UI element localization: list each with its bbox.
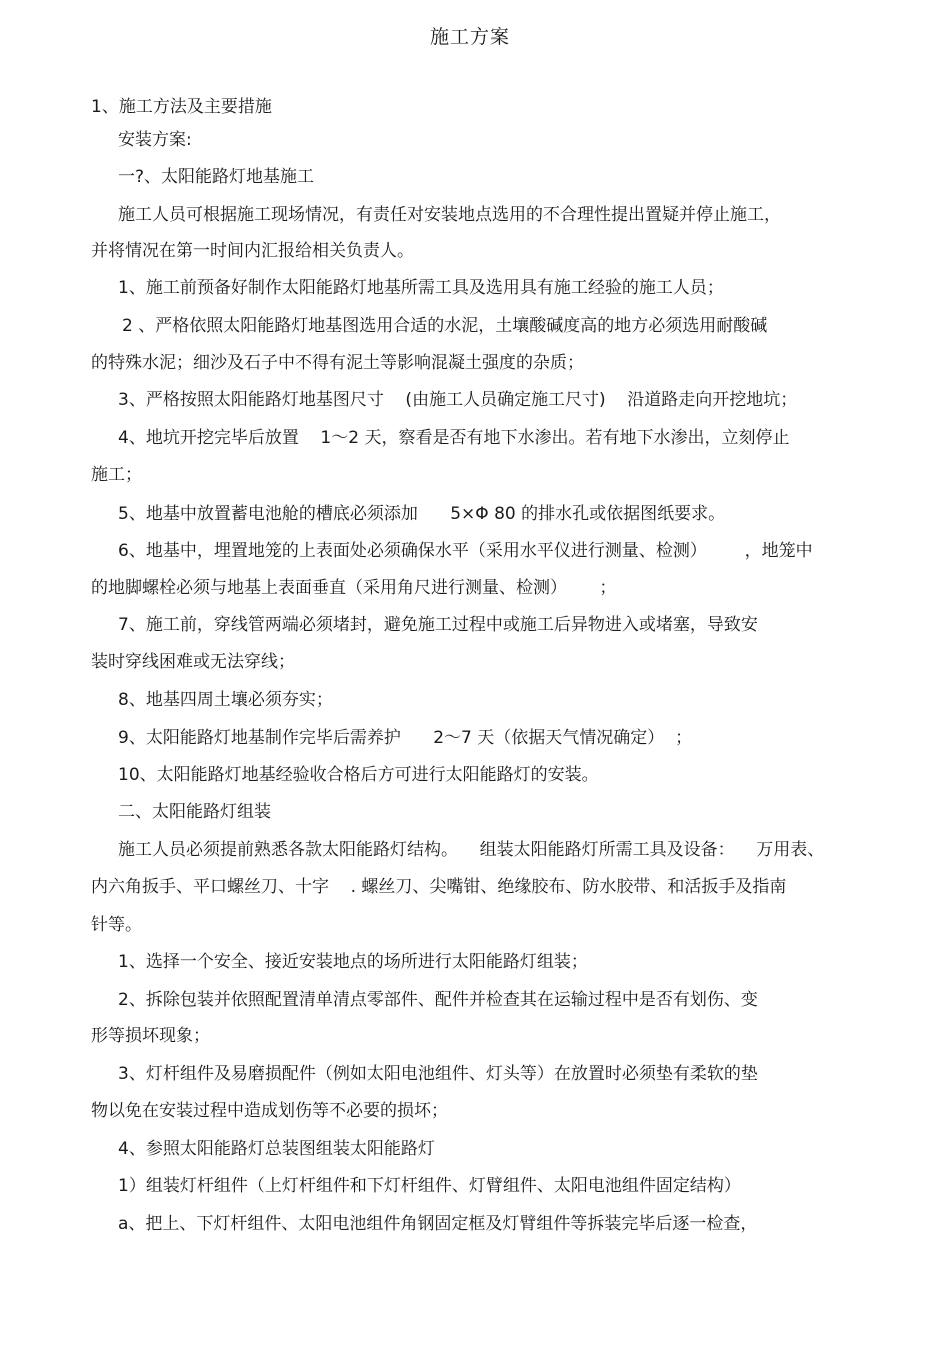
subsection-heading: 二、太阳能路灯组装 bbox=[118, 802, 271, 822]
paragraph-line: 并将情况在第一时间内汇报给相关负责人。 bbox=[91, 241, 414, 261]
list-item: 10、太阳能路灯地基经验收合格后方可进行太阳能路灯的安装。 bbox=[118, 765, 599, 785]
paragraph-line: 内六角扳手、平口螺丝刀、十字 . 螺丝刀、尖嘴钳、绝缘胶布、防水胶带、和活扳手及指南 bbox=[91, 877, 787, 897]
paragraph-line: 施工人员可根据施工现场情况，有责任对安装地点选用的不合理性提出置疑并停止施工， bbox=[118, 205, 781, 225]
subsection-heading: 安装方案: bbox=[118, 130, 192, 150]
list-item: 1、选择一个安全、接近安装地点的场所进行太阳能路灯组装； bbox=[118, 952, 588, 972]
list-item: 6、地基中，埋置地笼的上表面处必须确保水平（采用水平仪进行测量、检测） ，地笼中 bbox=[118, 541, 813, 561]
list-item: 5、地基中放置蓄电池舱的槽底必须添加 5×Φ 80 的排水孔或依据图纸要求。 bbox=[118, 504, 726, 524]
list-item: 2、拆除包装并依照配置清单清点零部件、配件并检查其在运输过程中是否有划伤、变 bbox=[118, 990, 758, 1010]
list-item: 7、施工前，穿线管两端必须堵封，避免施工过程中或施工后异物进入或堵塞，导致安 bbox=[118, 615, 758, 635]
list-item-continuation: 物以免在安装过程中造成划伤等不必要的损坏； bbox=[91, 1101, 448, 1121]
list-item: 4、参照太阳能路灯总装图组装太阳能路灯 bbox=[118, 1139, 435, 1159]
list-item: 3、严格按照太阳能路灯地基图尺寸 (由施工人员确定施工尺寸) 沿道路走向开挖地坑； bbox=[118, 390, 798, 410]
list-item-continuation: 的特殊水泥；细沙及石子中不得有泥土等影响混凝土强度的杂质； bbox=[91, 353, 584, 373]
paragraph-line: 针等。 bbox=[91, 915, 142, 935]
list-item-continuation: 形等损坏现象； bbox=[91, 1026, 210, 1046]
list-item: a、把上、下灯杆组件、太阳电池组件角钢固定框及灯臂组件等拆装完毕后逐一检查， bbox=[118, 1214, 758, 1234]
list-item: 3、灯杆组件及易磨损配件（例如太阳电池组件、灯头等）在放置时必须垫有柔软的垫 bbox=[118, 1064, 758, 1084]
list-item: 8、地基四周土壤必须夯实； bbox=[118, 690, 333, 710]
list-item: 2 、严格依照太阳能路灯地基图选用合适的水泥，土壤酸碱度高的地方必须选用耐酸碱 bbox=[122, 316, 768, 336]
list-item: 1）组装灯杆组件（上灯杆组件和下灯杆组件、灯臂组件、太阳电池组件固定结构） bbox=[118, 1176, 741, 1196]
subsection-heading: 一?、太阳能路灯地基施工 bbox=[118, 167, 315, 187]
list-item-continuation: 的地脚螺栓必须与地基上表面垂直（采用角尺进行测量、检测） ； bbox=[91, 578, 617, 598]
list-item: 1、施工前预备好制作太阳能路灯地基所需工具及选用具有施工经验的施工人员； bbox=[118, 278, 724, 298]
section-heading: 1、施工方法及主要措施 bbox=[91, 97, 272, 117]
list-item: 9、太阳能路灯地基制作完毕后需养护 2～7 天（依据天气情况确定） ； bbox=[118, 728, 693, 748]
paragraph-line: 施工人员必须提前熟悉各款太阳能路灯结构。 组装太阳能路灯所需工具及设备： 万用表、 bbox=[118, 840, 825, 860]
list-item: 4、地坑开挖完毕后放置 1～2 天，察看是否有地下水渗出。若有地下水渗出，立刻停止 bbox=[118, 428, 790, 448]
list-item-continuation: 施工； bbox=[91, 465, 142, 485]
list-item-continuation: 装时穿线困难或无法穿线； bbox=[91, 652, 295, 672]
document-title: 施工方案 bbox=[429, 26, 510, 48]
